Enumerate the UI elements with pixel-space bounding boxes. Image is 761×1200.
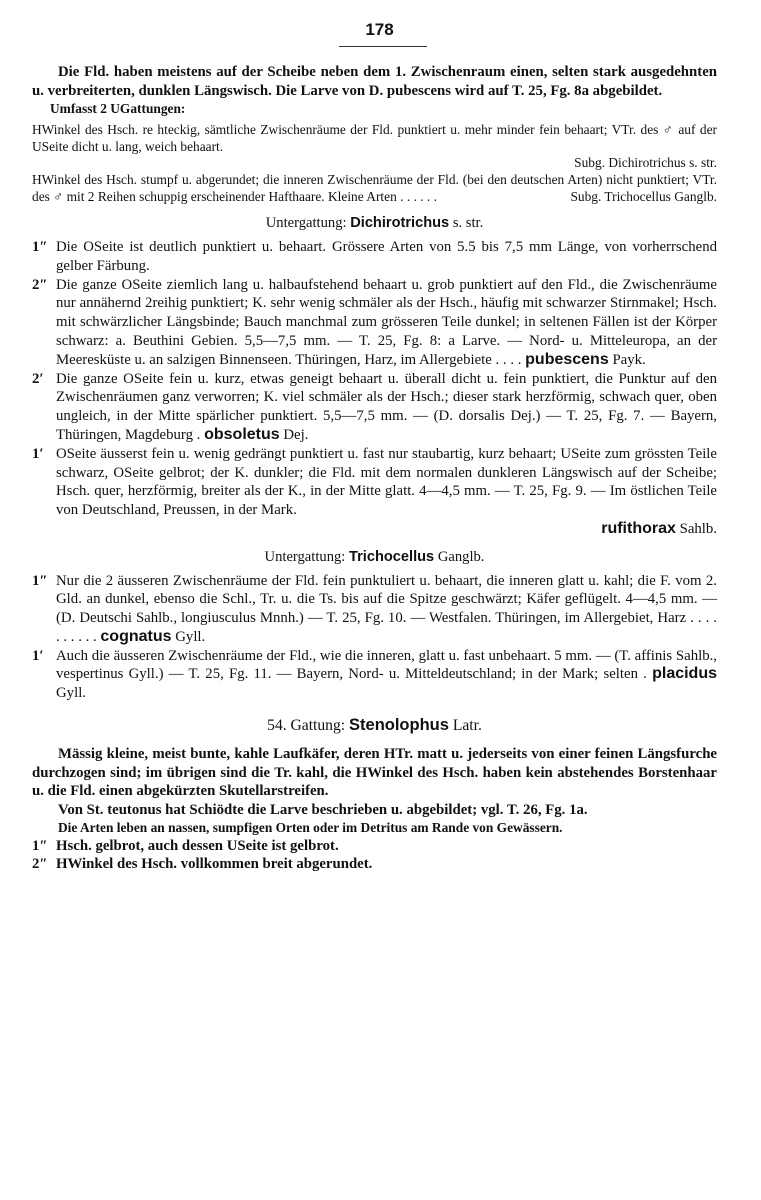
genus-heading [32,716,717,736]
intro-paragraph: Die Fld. haben meistens auf der Scheibe neben dem 1. Zwischenraum einen, selten stark ausgedehnten u. verbreiterten, dunklen Längswisch. Die Larve von D. pubescens wird auf T. 25, Fg. 8a abgebildet. [32,64,717,99]
couplet [32,276,717,370]
species-author: Gyll. [175,628,206,645]
species-author: Gyll. [56,685,87,702]
genus-description: Mässig kleine, meist bunte, kahle Laufkäfer, deren HTr. matt u. jederseits von einer feinen Längsfurche durchzogen sind; im übrigen sind die Tr. kahl, die HWinkel des Hsch. haben kein abstehendes Borstenhaar u. die Fld. einen abgekürzten Skutellarstreifen. [32,745,717,800]
couplet [32,238,717,276]
couplets-trichocellus [32,572,717,704]
key-subgenus-a2-text: HWinkel des Hsch. stumpf u. abgerundet; die inneren Zwischenräume der Fld. (bei den deutschen Arten) nicht punktiert; VTr. des ♂ mit 2 Reihen schuppig erscheinender Hafthaare. Kleine Arten . . . . . . [32,171,717,204]
couplet-text: Die ganze OSeite fein u. kurz, etwas geneigt behaart u. überall dicht u. fein punktiert, die Punktur auf den Zwischenräumen ganz verworren; K. viel schmäler als der Hsch.; dieser stark herzförmig, schwach quer, oben ungleich, in der Mitte spärlicher punktiert. 5,5—7,5 mm. — (D. dorsalis Dej.) — T. 25, Fg. 7. — Bayern, Thüringen, Magdeburg . [56,370,717,443]
species-author: Payk. [612,351,646,368]
genus-larva-note: Von St. teutonus hat Schiödte die Larve beschrieben u. abgebildet; vgl. T. 26, Fg. 1a. [58,802,588,819]
key-subgenus-a2 [32,172,717,205]
couplet-text: Hsch. gelbrot, auch dessen USeite ist gelbrot. [56,837,339,854]
couplet [32,647,717,703]
subgenus-name: Dichirotrichus [350,215,450,232]
couplet-text: Die ganze OSeite ziemlich lang u. halbaufstehend behaart u. grob punktiert auf den Fld., die Zwischenräume nur annähernd 2reihig punktiert; K. sehr wenig schmäler als der Hsch., häufig mit schwarzer Stirnmakel; Hsch. mit schwärzlicher Längsbinde; Bauch manchmal zum grösseren Teile dunkel; in seltenen Fällen ist der Körper schwarz: a. Beuthini Gebien. 5,5—7,5 mm. — T. 25, Fg. 8: a Larve. — Nord- u. Mitteleuropa, an der Meeresküste u. an salzigen Binnenseen. Thüringen, Harz, im Allergebiete . . . . [56,276,717,368]
key-subgenus-a1-result: Subg. Dichirotrichus s. str. [574,155,717,171]
genus-habitat-note: Die Arten leben an nassen, sumpfigen Orten oder im Detritus am Rande von Gewässern. [58,820,563,836]
species-author: Dej. [283,426,309,443]
couplet-number: 2″ [32,276,48,293]
couplet-text: Auch die äusseren Zwischenräume der Fld., wie die inneren, glatt u. fast unbehaart. 5 mm. — (T. affinis Sahlb., vespertinus Gyll.) — T. 25, Fg. 11. — Bayern, Nord- u. Mitteldeutschland; in der Mark; selten . [56,647,717,683]
couplet-text: HWinkel des Hsch. vollkommen breit abgerundet. [56,856,373,873]
species-name: pubescens [525,350,609,368]
couplet [32,837,717,856]
couplet-number: 1″ [32,238,48,255]
couplet-number: 1′ [32,445,44,462]
species-author: Sahlb. [679,520,717,537]
page-number: 178 [365,20,394,39]
subgenus-heading-dichirotrichus [32,214,717,233]
subgenus-suffix: Ganglb. [437,548,485,565]
genus-author: Latr. [452,717,482,735]
species-name: obsoletus [204,425,280,443]
subgenus-heading-trichocellus [32,548,717,567]
couplets-dichirotrichus [32,238,717,539]
intro-subgenera-count: Umfasst 2 UGattungen: [50,100,186,116]
couplet-number: 1″ [32,837,48,854]
subgenus-suffix: s. str. [452,215,484,232]
subgenus-name: Trichocellus [349,548,435,565]
couplet [32,370,717,445]
couplet [32,572,717,647]
couplet-number: 2′ [32,370,44,387]
couplet [32,855,717,874]
species-name: cognatus [100,627,172,645]
couplet-text: OSeite äusserst fein u. wenig gedrängt punktiert u. fast nur staubartig, kurz behaart; USeite zum grössten Teile schwarz, OSeite gelbrot; der K. dunkler; die Fld. mit dem normalen dunkleren Längswisch auf der Scheibe; Hsch. quer, herzförmig, breiter als der K., in der Mitte glatt. 4—4,5 mm. — T. 25, Fg. 9. — Im östlichen Teile von Deutschland, Preussen, in der Mark. [56,445,717,519]
couplet-number: 1″ [32,572,48,589]
couplet-number: 2″ [32,856,48,873]
couplet [32,445,717,520]
subgenus-label: Untergattung: [265,215,347,232]
species-name: rufithorax [601,519,676,537]
genus-label: 54. Gattung: [267,717,346,735]
key-subgenus-a1: HWinkel des Hsch. re hteckig, sämtliche Zwischenräume der Fld. punktiert u. mehr minder fein behaart; VTr. des ♂ auf der USeite dicht u. lang, weich behaart. [32,122,717,154]
couplet-text: Nur die 2 äusseren Zwischenräume der Fld. fein punktuliert u. behaart, die inneren glatt u. kahl; die F. vom 2. Gld. an dunkel, ebenso die Schl., Tr. u. die Ts. bis auf die Spitze geschwärzt; Käfer geflügelt. 4—4,5 mm. — (D. Deutschi Sahlb., longiusculus Mnnh.) — T. 25, Fg. 10. — Westfalen. Thüringen, im Allergebiet, Harz . . . . . . . . . . [56,572,717,645]
page-number-rule [339,46,427,47]
key-subgenus-a2-result: Subg. Trichocellus Ganglb. [570,188,717,204]
couplet-text: Die OSeite ist deutlich punktiert u. behaart. Grössere Arten von 5.5 bis 7,5 mm Länge, von vorherrschend gelber Färbung. [56,238,717,274]
couplet-number: 1′ [32,647,44,664]
species-name: placidus [652,665,717,683]
species-line [32,520,717,539]
couplets-stenolophus [32,837,717,875]
subgenus-label: Untergattung: [264,548,346,565]
genus-name: Stenolophus [349,716,449,735]
